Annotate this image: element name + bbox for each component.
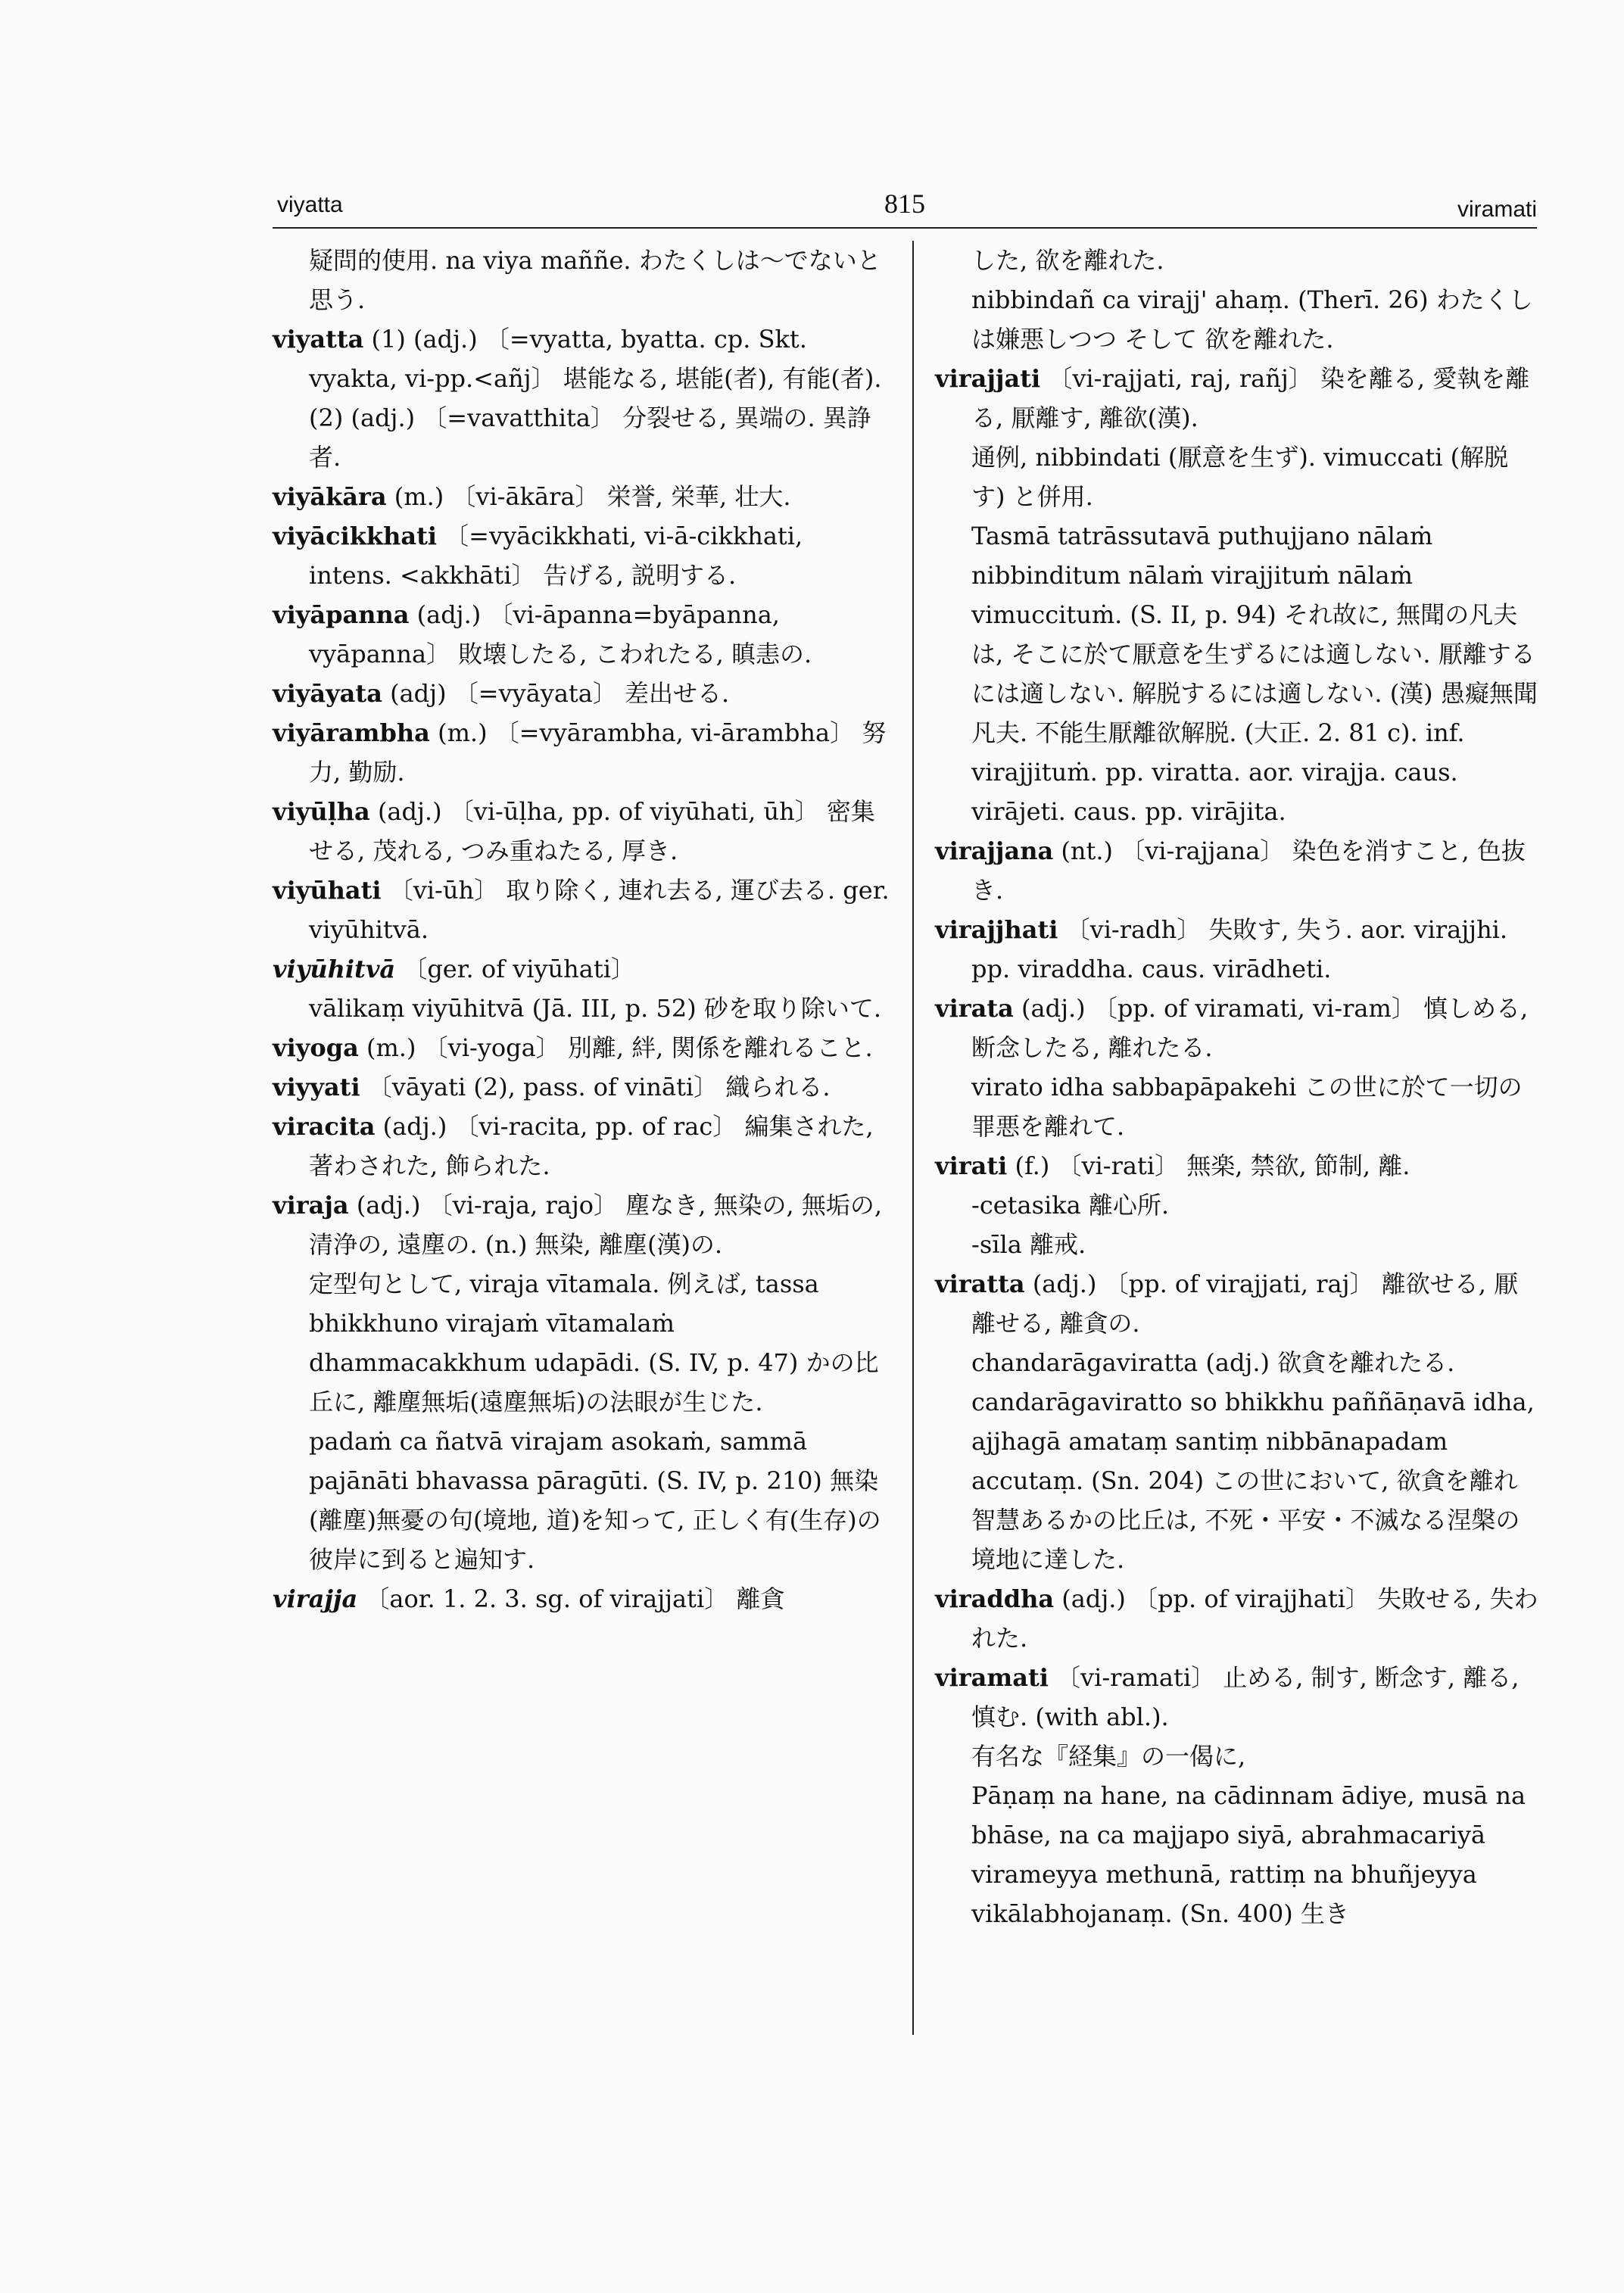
entry-subsense <box>273 1264 893 1422</box>
entry-definition: (adj.) 〔vi-raja, rajo〕 塵なき, 無染の, 無垢の, 清浄の, 遠塵の. (n.) 無染, 離塵(漢)の. <box>309 1191 883 1259</box>
dictionary-entry <box>935 910 1541 989</box>
entry-subsense <box>273 1422 893 1579</box>
dictionary-entry <box>935 359 1541 438</box>
entry-headword: viramati <box>935 1663 1049 1692</box>
dictionary-entry <box>273 1579 893 1618</box>
entry-definition: 〔ger. of viyūhati〕 <box>395 955 635 983</box>
entry-definition: 〔vi-rajjati, raj, rañj〕 染を離る, 愛執を離る, 厭離す, 離欲(漢). <box>971 364 1530 432</box>
entry-definition: (adj.) 〔vi-āpanna=byāpanna, vyāpanna〕 敗壊したる, こわれたる, 瞋恚の. <box>309 600 812 668</box>
entry-headword: viyyati <box>273 1073 360 1101</box>
right-column <box>935 241 1541 1933</box>
entry-headword: viyākāra <box>273 482 387 511</box>
entry-definition: 〔vi-radh〕 失敗す, 失う. aor. virajjhi. pp. viraddha. caus. virādheti. <box>971 915 1508 983</box>
entry-definition: (adj.) 〔pp. of virajjhati〕 失敗せる, 失われた. <box>971 1584 1538 1653</box>
entry-headword: virata <box>935 994 1014 1023</box>
dictionary-entry <box>273 713 893 792</box>
entry-headword: viyāpanna <box>273 600 410 629</box>
entry-headword: virajjhati <box>935 915 1058 944</box>
page-number: 815 <box>884 188 925 219</box>
dictionary-entry <box>273 949 893 989</box>
entry-text: した, 欲を離れた. <box>971 246 1164 275</box>
dictionary-entry <box>273 1028 893 1067</box>
entry-text: chandarāgaviratta (adj.) 欲貪を離れたる. <box>971 1348 1455 1377</box>
entry-text: nibbindañ ca virajj' ahaṃ. (Therī. 26) わたくしは嫌悪しつつ そして 欲を離れた. <box>971 285 1533 354</box>
entry-text: 定型句として, viraja vītamala. 例えば, tassa bhikkhuno virajaṁ vītamalaṁ dhammacakkhum udapādi. (S. IV, p. 47) かの比丘に, 離塵無垢(遠塵無垢)の法眼が生じた. <box>309 1270 879 1416</box>
dictionary-entry <box>273 477 893 516</box>
entry-subsense <box>935 516 1541 831</box>
entry-headword: viraddha <box>935 1584 1055 1613</box>
entry-definition: (m.) 〔=vyārambha, vi-ārambha〕 努力, 勤励. <box>309 718 887 787</box>
dictionary-entry <box>273 792 893 871</box>
entry-definition: (adj.) 〔vi-ūḷha, pp. of viyūhati, ūh〕 密集せる, 茂れる, つみ重ねたる, 厚き. <box>309 797 875 865</box>
entry-headword: viyatta <box>273 325 364 354</box>
entry-text: Pāṇaṃ na hane, na cādinnam ādiye, musā na bhāse, na ca majjapo siyā, abrahmacariyā virameyya methunā, rattiṃ na bhuñjeyya vikālabhojanaṃ. (Sn. 400) 生き <box>971 1781 1526 1928</box>
entry-headword: virati <box>935 1151 1008 1180</box>
entry-headword: viratta <box>935 1270 1025 1298</box>
entry-definition: 〔vi-ūh〕 取り除く, 連れ去る, 運び去る. ger. viyūhitvā. <box>309 876 890 944</box>
dictionary-entry <box>935 1658 1541 1737</box>
entry-subsense <box>273 241 893 319</box>
entry-text: 疑問的使用. na viya maññe. わたくしは〜でないと思う. <box>309 246 881 314</box>
entry-definition: (adj.) 〔pp. of viramati, vi-ram〕 慎しめる, 断念したる, 離れたる. <box>971 994 1529 1062</box>
dictionary-entry <box>273 871 893 949</box>
entry-headword: viracita <box>273 1112 376 1141</box>
dictionary-entry <box>935 831 1541 910</box>
dictionary-entry <box>273 516 893 595</box>
entry-definition: (adj) 〔=vyāyata〕 差出せる. <box>382 679 730 708</box>
entry-definition: 〔aor. 1. 2. 3. sg. of virajjati〕 離貪 <box>357 1584 785 1613</box>
entry-text: vālikaṃ viyūhitvā (Jā. III, p. 52) 砂を取り除いて. <box>309 994 882 1023</box>
dictionary-entry <box>273 319 893 398</box>
entry-subsense <box>935 280 1541 359</box>
entry-subsense <box>935 1776 1541 1933</box>
dictionary-entry <box>273 674 893 713</box>
header-left-guide-word: viyatta <box>277 192 343 217</box>
entry-headword: virajja <box>273 1584 358 1613</box>
column-divider <box>912 241 914 2035</box>
entry-subsense <box>935 1225 1541 1264</box>
dictionary-entry <box>935 1264 1541 1343</box>
entry-definition: (m.) 〔vi-ākāra〕 栄誉, 栄華, 壮大. <box>386 482 791 511</box>
entry-headword: viraja <box>273 1191 349 1220</box>
entry-text: -cetasika 離心所. <box>971 1191 1170 1220</box>
entry-definition: (m.) 〔vi-yoga〕 別離, 絆, 関係を離れること. <box>358 1033 873 1062</box>
dictionary-entry <box>935 989 1541 1067</box>
dictionary-entry <box>273 595 893 674</box>
entry-definition: (adj.) 〔vi-racita, pp. of rac〕 編集された, 著わされた, 飾られた. <box>309 1112 874 1180</box>
header-right-guide-word: viramati <box>1457 197 1537 222</box>
entry-subsense <box>935 1737 1541 1776</box>
left-column <box>273 241 893 1618</box>
page-header <box>273 188 1537 229</box>
entry-headword: viyārambha <box>273 718 430 747</box>
entry-text: candarāgaviratto so bhikkhu paññāṇavā idha, ajjhagā amataṃ santiṃ nibbānapadam accutaṃ. (Sn. 204) この世において, 欲貪を離れ智慧あるかの比丘は, 不死・平安・不滅なる涅槃の境地に達した. <box>971 1388 1535 1574</box>
entry-subsense <box>935 1382 1541 1579</box>
entry-definition: 〔vi-ramati〕 止める, 制す, 断念す, 離る, 慎む. (with abl.). <box>971 1663 1520 1731</box>
entry-headword: viyūhitvā <box>273 955 396 983</box>
entry-text: -sīla 離戒. <box>971 1230 1086 1259</box>
entry-subsense <box>935 1185 1541 1225</box>
entry-definition: (1) (adj.) 〔=vyatta, byatta. cp. Skt. vyakta, vi-pp.<añj〕 堪能なる, 堪能(者), 有能(者). <box>309 325 882 393</box>
entry-headword: viyūḷha <box>273 797 370 826</box>
entry-definition: (adj.) 〔pp. of virajjati, raj〕 離欲せる, 厭離せる, 離貪の. <box>971 1270 1519 1338</box>
entry-headword: viyācikkhati <box>273 522 437 550</box>
entry-definition: (f.) 〔vi-rati〕 無楽, 禁欲, 節制, 離. <box>1007 1151 1410 1180</box>
dictionary-entry <box>273 1185 893 1264</box>
dictionary-entry <box>935 1146 1541 1185</box>
entry-subsense <box>935 1067 1541 1146</box>
entry-definition: 〔=vyācikkhati, vi-ā-cikkhati, intens. <akkhāti〕 告げる, 説明する. <box>309 522 803 590</box>
entry-subsense <box>935 438 1541 516</box>
entry-subsense <box>935 241 1541 280</box>
entry-subsense <box>273 398 893 477</box>
entry-headword: virajjana <box>935 837 1054 865</box>
entry-text: (2) (adj.) 〔=vavatthita〕 分裂せる, 異端の. 異諍者. <box>309 403 871 472</box>
entry-text: Tasmā tatrāssutavā puthujjano nālaṁ nibbinditum nālaṁ virajjituṁ nālaṁ vimuccituṁ. (S. II, p. 94) それ故に, 無聞の凡夫は, そこに於て厭意を生ずるには適しない. 厭離するには適しない. 解脱するには適しない. (漢) 愚癡無聞凡夫. 不能生厭離欲解脱. (大正. 2. 81 c). inf. virajjituṁ. pp. viratta. aor. virajja. caus. virājeti. caus. pp. virājita. <box>971 522 1538 826</box>
dictionary-entry <box>935 1579 1541 1658</box>
entry-text: virato idha sabbapāpakehi この世に於て一切の罪悪を離れて. <box>971 1073 1523 1141</box>
entry-text: 通例, nibbindati (厭意を生ず). vimuccati (解脱す) と併用. <box>971 443 1509 511</box>
entry-text: 有名な『経集』の一偈に, <box>971 1742 1246 1771</box>
dictionary-entry <box>273 1067 893 1107</box>
entry-subsense <box>273 989 893 1028</box>
entry-headword: viyāyata <box>273 679 382 708</box>
entry-headword: virajjati <box>935 364 1041 393</box>
entry-subsense <box>935 1343 1541 1382</box>
entry-headword: viyūhati <box>273 876 382 905</box>
dictionary-entry <box>273 1107 893 1185</box>
entry-definition: 〔vāyati (2), pass. of vināti〕 織られる. <box>360 1073 831 1101</box>
entry-definition: (nt.) 〔vi-rajjana〕 染色を消すこと, 色抜き. <box>971 837 1526 905</box>
entry-headword: viyoga <box>273 1033 359 1062</box>
entry-text: padaṁ ca ñatvā virajam asokaṁ, sammā pajānāti bhavassa pāragūti. (S. IV, p. 210) 無染(離塵)無憂の句(境地, 道)を知って, 正しく有(生存)の彼岸に到ると遍知す. <box>309 1427 881 1574</box>
